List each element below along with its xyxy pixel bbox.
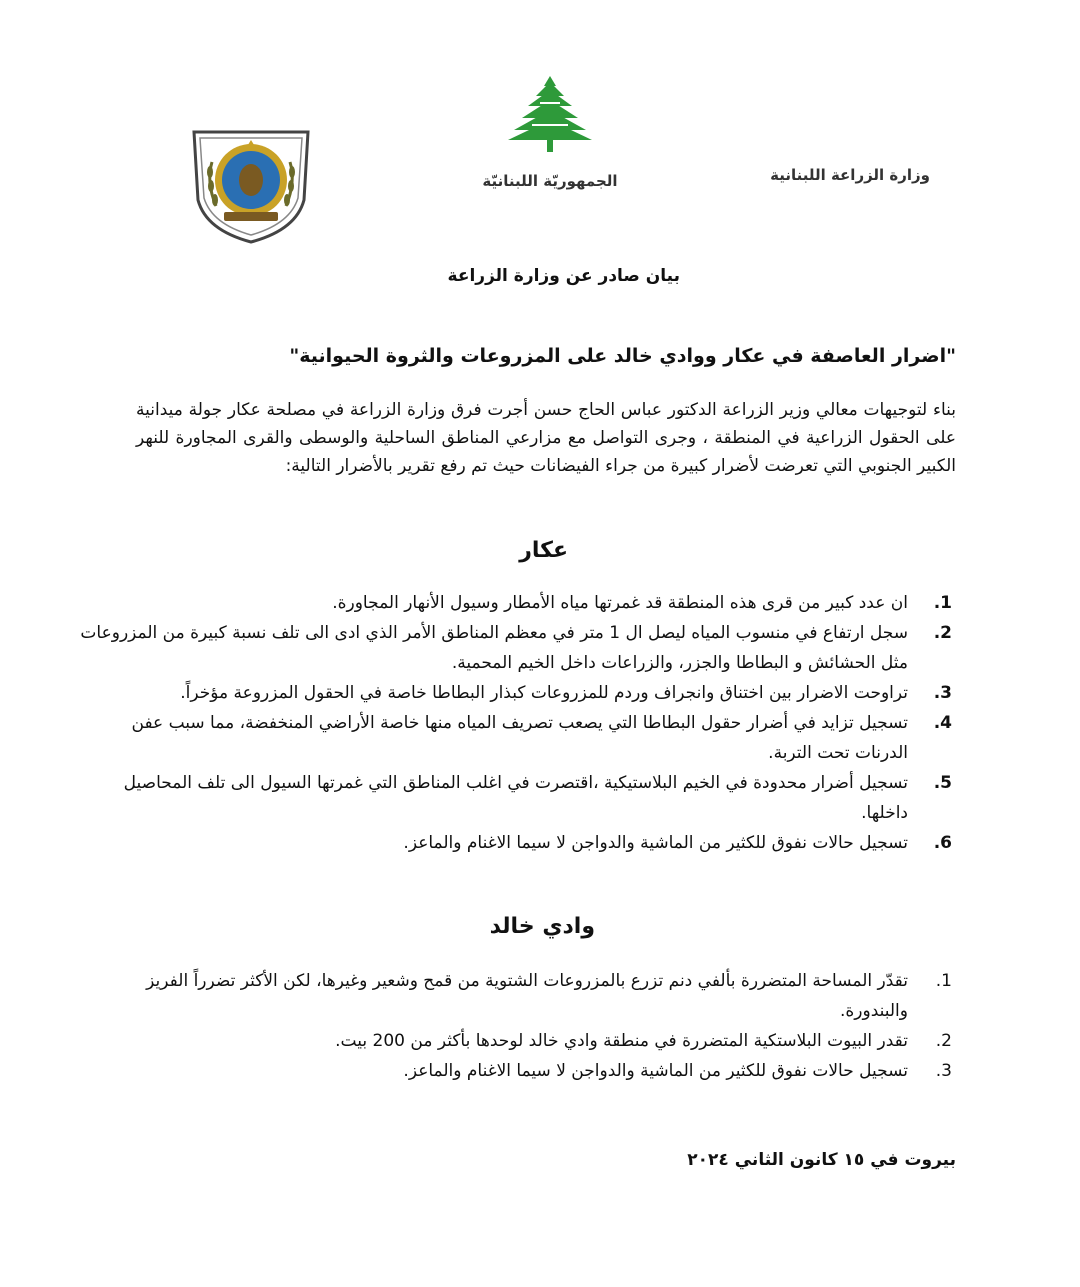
item-number: 2.: [933, 623, 952, 643]
item-text: تراوحت الاضرار بين اختناق وانجراف وردم للمزروعات كبذار البطاطا خاصة في الحقول المزروعة مؤخراً.: [180, 683, 908, 703]
wadi-khaled-heading: وادي خالد: [489, 914, 595, 939]
list-item: [78, 678, 952, 708]
item-text: تسجيل تزايد في أضرار حقول البطاطا التي يصعب تصريف المياه منها خاصة الأراضي المنخفضة، مما سبب عفن الدرنات تحت التربة.: [131, 713, 908, 763]
item-text: تقدّر المساحة المتضررة بألفي دنم تزرع بالمزروعات الشتوية من قمح وشعير وغيرها، لكن الأكثر تضرراً الفريز والبندورة.: [146, 971, 908, 1021]
item-text: تسجيل حالات نفوق للكثير من الماشية والدواجن لا سيما الاغنام والماعز.: [403, 833, 908, 853]
main-title: "اضرار العاصفة في عكار ووادي خالد على المزروعات والثروة الحيوانية": [289, 345, 956, 367]
item-number: 4.: [933, 713, 952, 733]
statement-title: بيان صادر عن وزارة الزراعة: [447, 266, 680, 286]
republic-name: الجمهوريّة اللبنانيّة: [482, 172, 618, 190]
item-number: 6.: [933, 833, 952, 853]
list-item: [78, 1056, 952, 1086]
akkar-heading: عكار: [519, 538, 568, 563]
item-text: تقدر البيوت البلاستكية المتضررة في منطقة وادي خالد لوحدها بأكثر من 200 بيت.: [335, 1031, 908, 1051]
item-number: 2.: [935, 1031, 952, 1051]
item-number: 3.: [933, 683, 952, 703]
item-number: 3.: [935, 1061, 952, 1081]
item-text: سجل ارتفاع في منسوب المياه ليصل ال 1 متر في معظم المناطق الأمر الذي ادى الى تلف نسبة كبيرة من المزروعات مثل الحشائش و البطاطا والجزر، والزراعات داخل الخيم المحمية.: [80, 623, 908, 673]
letterhead: [0, 0, 1080, 200]
list-item: [78, 966, 952, 1026]
list-item: [78, 708, 952, 768]
list-item: [78, 618, 952, 678]
wadi-khaled-damage-list: [78, 966, 956, 1086]
item-number: 5.: [933, 773, 952, 793]
date-line: بيروت في ١٥ كانون الثاني ٢٠٢٤: [687, 1150, 956, 1170]
ministry-name: وزارة الزراعة اللبنانية: [770, 166, 930, 184]
item-number: 1.: [935, 971, 952, 991]
akkar-damage-list: [78, 588, 956, 858]
list-item: [78, 828, 952, 858]
item-text: ان عدد كبير من قرى هذه المنطقة قد غمرتها مياه الأمطار وسيول الأنهار المجاورة.: [332, 593, 908, 613]
item-text: تسجيل أضرار محدودة في الخيم البلاستيكية ،اقتصرت في اغلب المناطق التي غمرتها السيول الى تلف المحاصيل داخلها.: [123, 773, 908, 823]
lebanese-cedar-icon: [500, 72, 600, 154]
agriculture-emblem-icon: [186, 122, 316, 246]
list-item: [78, 768, 952, 828]
republic-block: [470, 72, 630, 212]
list-item: [78, 588, 952, 618]
intro-paragraph: بناء لتوجيهات معالي وزير الزراعة الدكتور عباس الحاج حسن أجرت فرق وزارة الزراعة في مصلحة عكار جولة ميدانية على الحقول الزراعية في المنطقة ، وجرى التواصل مع مزارعي المناطق الساحلية والوسطى والقرى المجاورة للنهر الكبير الجنوبي التي تعرضت لأضرار كبيرة من جراء الفيضانات حيث تم رفع تقرير بالأضرار التالية:: [136, 400, 956, 476]
list-item: [78, 1026, 952, 1056]
item-text: تسجيل حالات نفوق للكثير من الماشية والدواجن لا سيما الاغنام والماعز.: [403, 1061, 908, 1081]
item-number: 1.: [933, 593, 952, 613]
